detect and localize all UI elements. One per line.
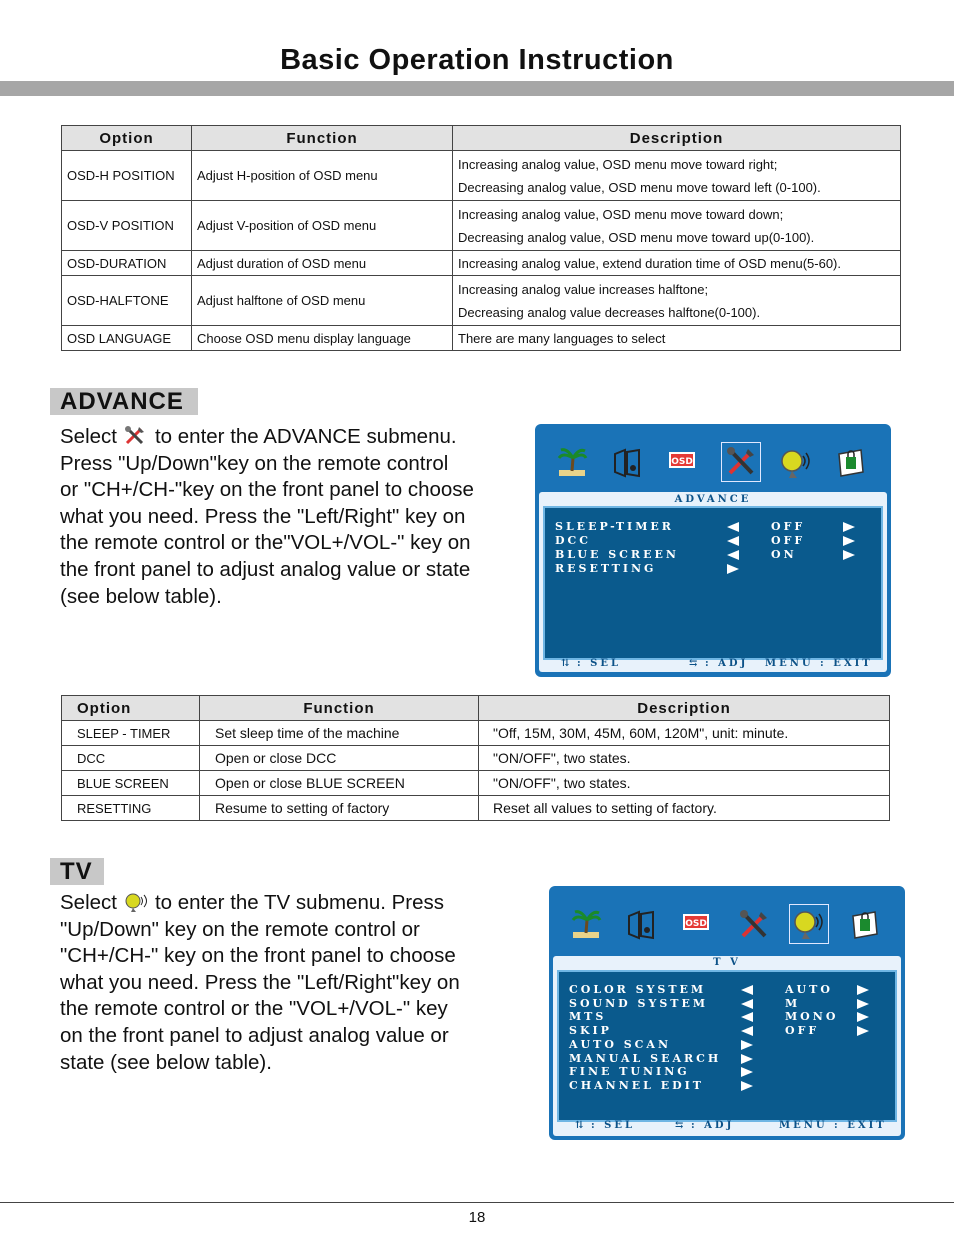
select-word: Select: [60, 425, 117, 448]
description-cell: [453, 151, 901, 201]
osd-item-label: MANUAL SEARCH: [569, 1051, 722, 1065]
svg-text:OSD: OSD: [685, 919, 707, 929]
osd-menu-item[interactable]: [543, 562, 879, 576]
function-cell: Resume to setting of factory: [200, 796, 479, 821]
description-line: Decreasing analog value, OSD menu move toward left (0-100).: [458, 179, 821, 195]
osd-item-value: OFF: [771, 520, 806, 533]
osd-menu-item[interactable]: [557, 1079, 893, 1093]
col-header-option: Option: [62, 696, 200, 721]
description-line: Increasing analog value, extend duration time of OSD menu(5-60).: [458, 255, 841, 271]
right-arrow-icon[interactable]: [727, 564, 739, 574]
right-arrow-icon[interactable]: [741, 1054, 753, 1064]
title-divider-bar: [0, 81, 954, 96]
option-cell: OSD-V POSITION: [62, 201, 192, 251]
osd-menu-list: [543, 520, 879, 640]
instruction-line: what you need. Press the "Left/Right" key on: [60, 504, 466, 528]
osd-item-label: AUTO SCAN: [569, 1037, 672, 1051]
osd-menu-list: [557, 983, 893, 1095]
instruction-line: Press "Up/Down"key on the remote control: [60, 451, 449, 475]
advance-instructions: [60, 424, 530, 610]
osd-item-value: OFF: [785, 1024, 820, 1038]
footer-select-hint: : SEL: [577, 658, 622, 669]
description-cell: "ON/OFF", two states.: [479, 746, 890, 771]
description-line: Increasing analog value, OSD menu move toward down;: [458, 206, 784, 222]
option-cell: BLUE SCREEN: [62, 771, 200, 796]
table-row: [62, 201, 901, 251]
left-arrow-icon[interactable]: [741, 999, 753, 1009]
osd-footer: [575, 1120, 895, 1134]
option-cell: OSD-DURATION: [62, 251, 192, 276]
osd-menu-item[interactable]: [557, 1038, 893, 1052]
osd-item-value: MONO: [785, 1010, 839, 1024]
table-row: [62, 251, 901, 276]
table-row: [62, 771, 890, 796]
osd-options-table: [61, 125, 901, 351]
left-right-arrow-icon: ⇆: [689, 658, 701, 669]
palm-tree-picture-icon[interactable]: [553, 444, 591, 482]
col-header-description: Description: [479, 696, 890, 721]
tv-instructions: [60, 890, 530, 1076]
right-arrow-icon[interactable]: [857, 999, 869, 1009]
osd-item-label: FINE TUNING: [569, 1065, 690, 1079]
col-header-description: Description: [453, 126, 901, 151]
advance-section-label: ADVANCE: [50, 388, 198, 415]
table-row: [62, 276, 901, 326]
instruction-line: what you need. Press the "Left/Right"key on: [60, 970, 460, 994]
up-down-arrow-icon: ⇅: [575, 1120, 587, 1131]
table-header-row: [62, 126, 901, 151]
instruction-line: on the front panel to adjust analog value or: [60, 1023, 449, 1047]
col-header-function: Function: [192, 126, 453, 151]
osd-item-value: ON: [771, 548, 797, 561]
description-cell: [453, 201, 901, 251]
osd-icon-bar: [535, 424, 891, 492]
right-arrow-icon[interactable]: [741, 1081, 753, 1091]
osd-item-label: DCC: [555, 534, 592, 547]
osd-menu-item[interactable]: [543, 548, 879, 562]
col-header-function: Function: [200, 696, 479, 721]
description-line: Decreasing analog value decreases halftone(0-100).: [458, 304, 761, 320]
table-row: [62, 721, 890, 746]
osd-menu-header: T V: [713, 957, 741, 968]
tv-osd-screen: [549, 886, 905, 1140]
osd-item-label: SKIP: [569, 1024, 612, 1038]
tv-section-label: TV: [50, 858, 104, 885]
osd-item-label: BLUE SCREEN: [555, 548, 679, 561]
option-cell: OSD-HALFTONE: [62, 276, 192, 326]
osd-menu-item[interactable]: [557, 1065, 893, 1079]
right-arrow-icon[interactable]: [843, 550, 855, 560]
right-arrow-icon[interactable]: [857, 985, 869, 995]
right-arrow-icon[interactable]: [741, 1067, 753, 1077]
footer-adjust-hint: : ADJ: [705, 658, 749, 669]
lock-panel-icon[interactable]: [833, 444, 871, 482]
left-arrow-icon[interactable]: [741, 985, 753, 995]
svg-text:OSD: OSD: [671, 457, 693, 467]
table-row: [62, 746, 890, 771]
instruction-line: "CH+/CH-" key on the front panel to choose: [60, 944, 456, 968]
advance-options-table: [61, 695, 890, 821]
osd-item-label: SLEEP-TIMER: [555, 520, 674, 533]
description-line: There are many languages to select: [458, 330, 666, 346]
page-title: Basic Operation Instruction: [280, 44, 674, 76]
osd-item-label: RESETTING: [555, 562, 657, 575]
select-word: Select: [60, 891, 117, 914]
osd-item-label: CHANNEL EDIT: [569, 1078, 704, 1092]
osd-menu-item[interactable]: [543, 520, 879, 534]
osd-item-label: MTS: [569, 1010, 607, 1024]
description-cell: [453, 251, 901, 276]
function-cell: Adjust V-position of OSD menu: [192, 201, 453, 251]
table-row: [62, 326, 901, 351]
function-cell: Adjust duration of OSD menu: [192, 251, 453, 276]
osd-item-label: COLOR SYSTEM: [569, 983, 707, 996]
instruction-line: the front panel to adjust analog value or state: [60, 557, 471, 581]
right-arrow-icon[interactable]: [843, 522, 855, 532]
osd-menu-item[interactable]: [543, 534, 879, 548]
function-cell: Open or close DCC: [200, 746, 479, 771]
left-right-arrow-icon: ⇆: [675, 1120, 687, 1131]
description-cell: Reset all values to setting of factory.: [479, 796, 890, 821]
osd-icon-bar: [549, 886, 905, 954]
option-cell: OSD LANGUAGE: [62, 326, 192, 351]
page-number: 18: [468, 1209, 486, 1226]
osd-item-label: SOUND SYSTEM: [569, 996, 709, 1010]
osd-icon[interactable]: [679, 906, 717, 944]
advance-intro-text: to enter the ADVANCE submenu.: [154, 425, 457, 448]
osd-menu-item[interactable]: [557, 983, 893, 997]
instruction-line: the remote control or the "VOL+/VOL-" key: [60, 997, 448, 1021]
satellite-dish-tv-icon[interactable]: [789, 904, 829, 944]
option-cell: SLEEP - TIMER: [62, 721, 200, 746]
function-cell: Set sleep time of the machine: [200, 721, 479, 746]
footer-exit-hint: MENU : EXIT: [779, 1120, 887, 1131]
instruction-line: the remote control or the"VOL+/VOL-" key on: [60, 531, 471, 555]
footer-rule: [0, 1202, 954, 1203]
right-arrow-icon[interactable]: [843, 536, 855, 546]
osd-footer: [561, 658, 881, 672]
osd-item-value: AUTO: [785, 983, 833, 996]
right-arrow-icon[interactable]: [741, 1040, 753, 1050]
advance-osd-screen: [535, 424, 891, 677]
osd-menu-item[interactable]: [557, 1052, 893, 1066]
left-arrow-icon[interactable]: [741, 1012, 753, 1022]
table-header-row: [62, 696, 890, 721]
description-line: Increasing analog value increases halftone;: [458, 281, 709, 297]
palm-tree-picture-icon[interactable]: [567, 906, 605, 944]
function-cell: Adjust H-position of OSD menu: [192, 151, 453, 201]
instruction-line: state (see below table).: [60, 1050, 272, 1074]
description-cell: [453, 326, 901, 351]
footer-adjust-hint: : ADJ: [691, 1120, 735, 1131]
right-arrow-icon[interactable]: [857, 1012, 869, 1022]
description-line: Decreasing analog value, OSD menu move toward up(0-100).: [458, 229, 815, 245]
description-cell: "ON/OFF", two states.: [479, 771, 890, 796]
option-cell: OSD-H POSITION: [62, 151, 192, 201]
speaker-audio-icon[interactable]: [623, 906, 661, 944]
tv-intro-text: to enter the TV submenu. Press: [154, 891, 445, 914]
instruction-line: "Up/Down" key on the remote control or: [60, 917, 420, 941]
option-cell: RESETTING: [62, 796, 200, 821]
instruction-line: or "CH+/CH-"key on the front panel to choose: [60, 478, 474, 502]
left-arrow-icon[interactable]: [727, 536, 739, 546]
table-row: [62, 796, 890, 821]
right-arrow-icon[interactable]: [857, 1026, 869, 1036]
osd-item-value: OFF: [771, 534, 806, 547]
satellite-dish-tv-icon: [123, 891, 149, 913]
table-row: [62, 151, 901, 201]
option-cell: DCC: [62, 746, 200, 771]
osd-menu-item[interactable]: [557, 1024, 893, 1038]
speaker-audio-icon[interactable]: [609, 444, 647, 482]
tools-wrench-icon: [123, 425, 149, 447]
function-cell: Choose OSD menu display language: [192, 326, 453, 351]
satellite-dish-tv-icon[interactable]: [777, 444, 815, 482]
footer-select-hint: : SEL: [591, 1120, 636, 1131]
function-cell: Open or close BLUE SCREEN: [200, 771, 479, 796]
lock-panel-icon[interactable]: [847, 906, 885, 944]
left-arrow-icon[interactable]: [727, 550, 739, 560]
osd-icon[interactable]: [665, 444, 703, 482]
osd-menu-header: ADVANCE: [674, 494, 752, 505]
description-cell: [453, 276, 901, 326]
tools-wrench-icon[interactable]: [721, 442, 761, 482]
left-arrow-icon[interactable]: [741, 1026, 753, 1036]
footer-exit-hint: MENU : EXIT: [765, 658, 873, 669]
instruction-line: (see below table).: [60, 584, 222, 608]
description-line: Increasing analog value, OSD menu move toward right;: [458, 156, 778, 172]
left-arrow-icon[interactable]: [727, 522, 739, 532]
function-cell: Adjust halftone of OSD menu: [192, 276, 453, 326]
col-header-option: Option: [62, 126, 192, 151]
osd-item-value: M: [785, 996, 801, 1010]
tools-wrench-icon[interactable]: [735, 906, 773, 944]
osd-menu-item[interactable]: [557, 997, 893, 1011]
osd-menu-item[interactable]: [557, 1010, 893, 1024]
description-cell: "Off, 15M, 30M, 45M, 60M, 120M", unit: minute.: [479, 721, 890, 746]
up-down-arrow-icon: ⇅: [561, 658, 573, 669]
